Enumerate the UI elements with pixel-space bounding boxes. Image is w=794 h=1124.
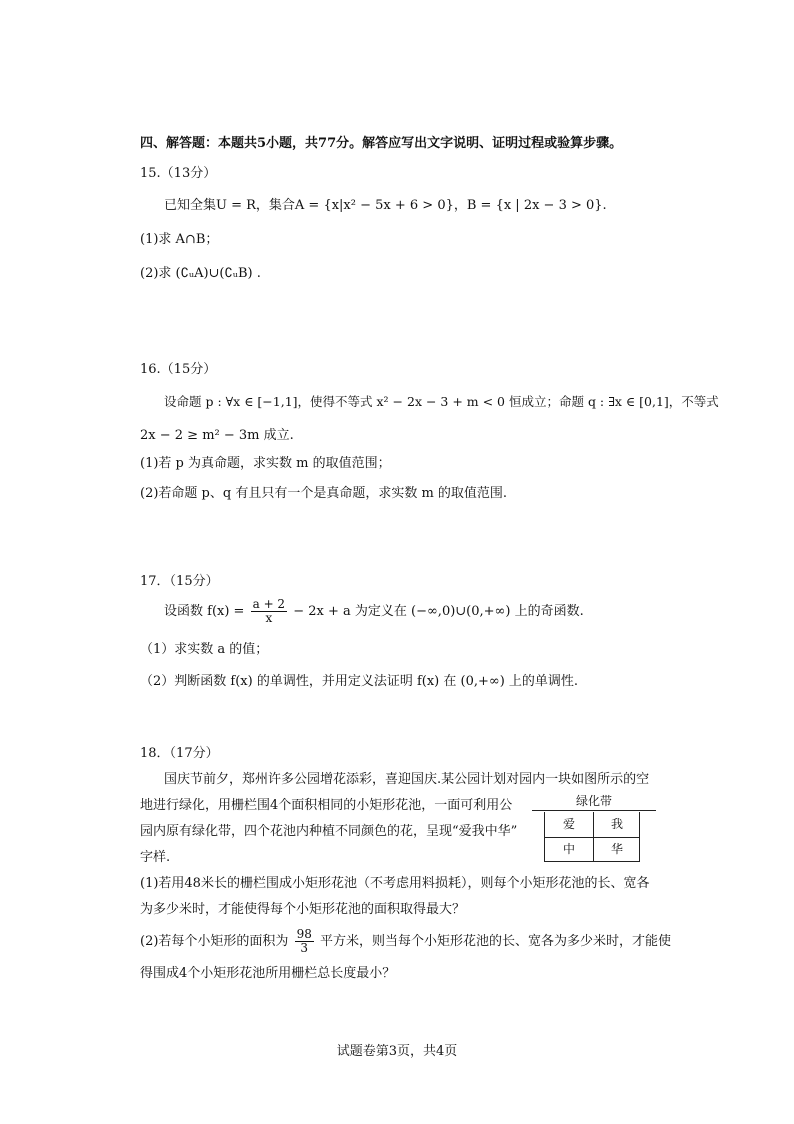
page-footer: 试题卷第3页，共4页	[336, 1044, 458, 1059]
q17-stem	[164, 598, 584, 625]
q18-part2-frac-den: 3	[300, 941, 309, 956]
q17-part1: （1）求实数 a 的值；	[140, 642, 269, 657]
q17-stem-prefix: 设函数 f(x) =	[164, 604, 245, 620]
q17-frac-den: x	[265, 611, 273, 626]
q18-stem-line2: 地进行绿化，用栅栏围4个面积相同的小矩形花池，一面可利用公	[140, 798, 513, 813]
flower-bed-cell: 我	[610, 817, 623, 831]
q18-stem-line3: 园内原有绿化带，四个花池内种植不同颜色的花，呈现“爱我中华”	[140, 824, 518, 839]
q18-part2-line2: 得围成4个小矩形花池所用栅栏总长度最小？	[140, 966, 396, 981]
q16-stem-line1: 设命题 p : ∀x ∈ [−1,1]，使得不等式 x² − 2x − 3 + m < 0 恒成立；命题 q : ∃x ∈ [0,1]，不等式	[164, 394, 719, 409]
q18-part2-frac-num: 98	[296, 927, 312, 941]
q18-part2-prefix: (2)若每个小矩形的面积为	[140, 934, 289, 950]
q16-part1: (1)若 p 为真命题，求实数 m 的取值范围；	[140, 456, 391, 471]
q18-part2-line1	[140, 928, 671, 955]
q16-stem-line2: 2x − 2 ≥ m² − 3m 成立.	[140, 428, 294, 443]
q15-part1: (1)求 A∩B；	[140, 232, 219, 247]
q17-stem-suffix: − 2x + a 为定义在 (−∞,0)∪(0,+∞) 上的奇函数.	[293, 604, 584, 620]
q17-part2: （2）判断函数 f(x) 的单调性，并用定义法证明 f(x) 在 (0,+∞) 上的单调性.	[140, 674, 579, 689]
flower-bed-diagram	[532, 792, 656, 864]
q18-part2-suffix: 平方米，则当每个小矩形花池的长、宽各为多少米时，才能使	[319, 934, 671, 950]
q16-part2: (2)若命题 p、q 有且只有一个是真命题，求实数 m 的取值范围.	[140, 486, 508, 501]
section-header: 四、解答题：本题共5小题，共77分。解答应写出文字说明、证明过程或验算步骤。	[140, 136, 623, 151]
flower-bed-cell: 华	[610, 842, 623, 856]
q17-fraction	[251, 598, 287, 625]
q15-stem: 已知全集U = R，集合A = {x|x² − 5x + 6 > 0}，B = {x | 2x − 3 > 0}.	[164, 198, 607, 213]
q18-stem-line4: 字样.	[140, 850, 171, 865]
green-belt-label: 绿化带	[575, 794, 612, 808]
q15-number: 15.（13分）	[140, 166, 217, 181]
q18-number: 18．（17分）	[140, 746, 219, 761]
q15-part2: (2)求 (∁ᵤA)∪(∁ᵤB) .	[140, 266, 261, 281]
q18-stem-line1: 国庆节前夕，郑州许多公园增花添彩，喜迎国庆.某公园计划对园内一块如图所示的空	[164, 772, 650, 787]
q18-part2-fraction	[295, 928, 314, 955]
q18-part1-line1: (1)若用48米长的栅栏围成小矩形花池（不考虑用料损耗），则每个小矩形花池的长、宽各	[140, 876, 650, 891]
q16-number: 16.（15分）	[140, 362, 217, 377]
flower-bed-grid	[544, 812, 640, 862]
flower-bed-cell: 爱	[562, 817, 575, 831]
flower-bed-cell: 中	[562, 842, 575, 856]
q17-frac-num: a + 2	[252, 597, 286, 611]
q17-number: 17．（15分）	[140, 574, 219, 589]
q18-part1-line2: 为多少米时，才能使得每个小矩形花池的面积取得最大？	[140, 902, 466, 917]
green-belt-line	[532, 810, 656, 811]
